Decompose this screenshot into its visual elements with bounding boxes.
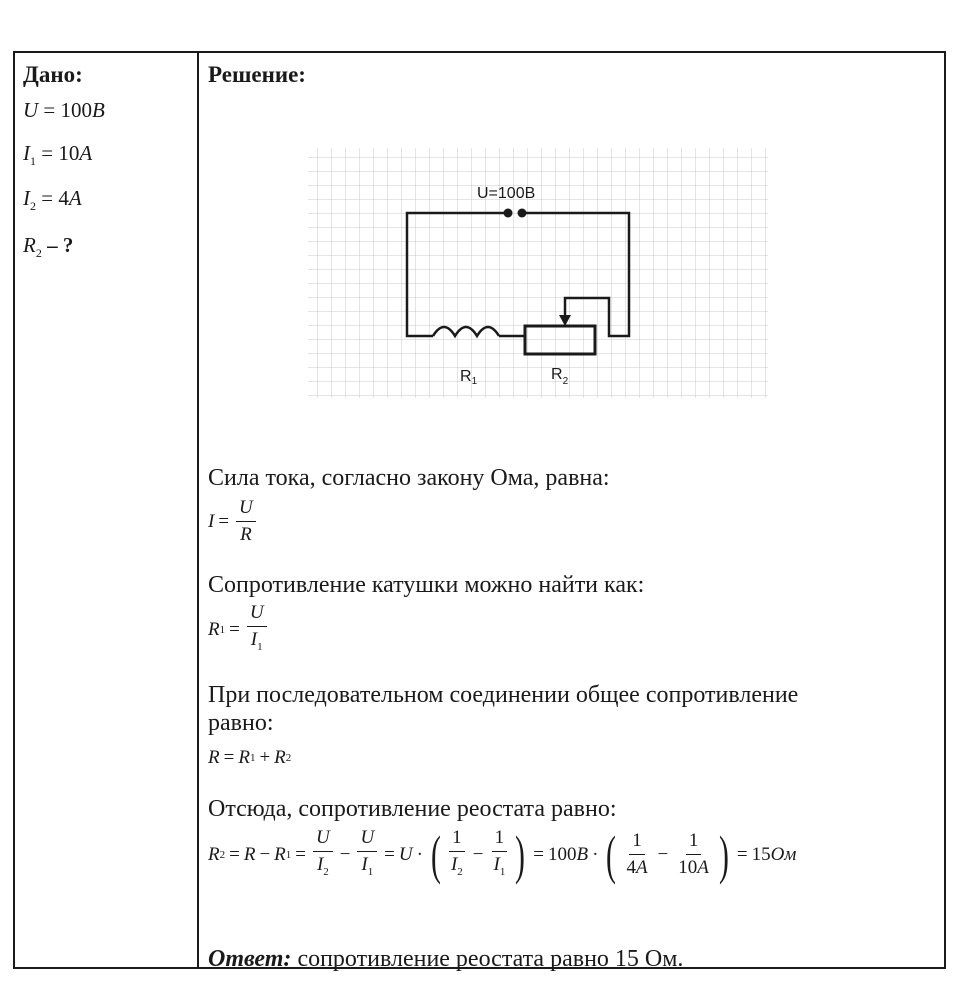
paren-open: ( [430,824,441,885]
given-current-2-symbol: I [23,186,30,210]
formula-coil-lhs: R [208,618,220,640]
answer-label: Ответ: [208,946,292,972]
fraction-1-i2: $\frac{1}{I_2}$ [450,827,463,878]
paren-open-2: ( [606,824,617,885]
formula-coil [208,602,270,658]
circuit-diagram [303,143,773,403]
formula-coil-eq: = [229,618,240,640]
given-current-2-sub: 2 [30,199,36,214]
given-current-1-symbol: I [23,141,30,165]
r1-label: R1 [460,368,478,387]
r2-label: $R_2$ [551,366,569,387]
fraction-1-i1: $\frac{1}{I_1}$ [493,827,506,878]
answer-text: сопротивление реостата равно 15 Ом. [291,946,684,972]
formula-coil-num: U [247,602,267,627]
given-current-1-value: = 10 [36,141,80,165]
formula-ohm-lhs: I [208,510,215,532]
formula-series-plus: + [259,747,271,768]
formula-rheostat: R 2 = R − R 1 = $\frac{U}{I_2}$ − $\frac{U}{I_1}$ = U · ( $\frac{1}{I_2}$ − $\frac{1}{I_1}$ ) = 100 B · ( $\frac{1}{4A}$ − $\frac{1}{10A}$ ) = 15 Ом [208,824,797,885]
grid-background [308,148,768,398]
terminal-left [504,209,513,218]
paren-close: ) [515,824,526,885]
answer-line [208,946,683,973]
text-series-1: При последовательном соединении общее сопротивление [208,682,799,708]
fraction-1-4a: $\frac{1}{4A}$ [626,830,648,879]
column-divider [197,53,199,967]
given-header: Дано: [23,62,83,87]
given-voltage-value: = 100 [38,98,93,122]
solution-column [208,61,938,972]
given-current-1 [23,141,92,169]
formula-coil-lhs-sub: 1 [219,623,226,636]
solution-table [13,51,946,972]
formula-series-eq: = [223,747,235,768]
formula-ohm-fraction [236,497,256,546]
formula-series-b: R [274,747,286,768]
fraction-1-10a: $\frac{1}{10A}$ [678,830,709,879]
formula-coil-den: $I_1$ [250,629,263,653]
text-rheostat: Отсюда, сопротивление реостата равно: [208,796,617,822]
formula-result-unit: Ом [770,843,797,865]
given-current-1-sub: 1 [30,154,36,169]
fraction-u-i1: $\frac{U}{I_1}$ [357,827,377,883]
paren-close-2: ) [718,824,729,885]
formula-series [208,747,291,769]
formula-ohm-den: R [240,524,252,545]
given-unknown-symbol: R [23,233,36,257]
given-current-1-unit: A [79,141,93,165]
given-unknown-question: – ? [41,233,74,257]
text-ohm-law: Сила тока, согласно закону Ома, равна: [208,465,610,491]
voltage-label: U=100B [477,185,536,202]
given-column [23,61,193,261]
fraction-u-i2: $\frac{U}{I_2}$ [313,827,333,883]
terminal-right [518,209,527,218]
formula-series-a-sub: 1 [249,752,256,764]
text-coil: Сопротивление катушки можно найти как: [208,572,645,598]
given-current-2-value: = 4 [36,186,69,210]
given-voltage-symbol: U [23,98,39,122]
given-voltage-unit: B [92,98,105,122]
text-series-2: равно: [208,710,274,736]
given-current-2-unit: A [68,186,82,210]
formula-coil-fraction [247,602,267,658]
given-unknown [23,233,73,261]
formula-series-b-sub: 2 [285,752,292,764]
formula-series-a: R [238,747,250,768]
given-unknown-sub: 2 [35,246,42,261]
formula-series-lhs: R [208,747,220,768]
given-voltage [23,98,105,123]
formula-ohm-eq: = [218,510,230,532]
formula-ohm [208,497,259,546]
solution-header: Решение: [208,62,306,87]
given-current-2 [23,186,82,214]
formula-result: 15 [751,843,771,865]
formula-ohm-num: U [236,497,256,522]
